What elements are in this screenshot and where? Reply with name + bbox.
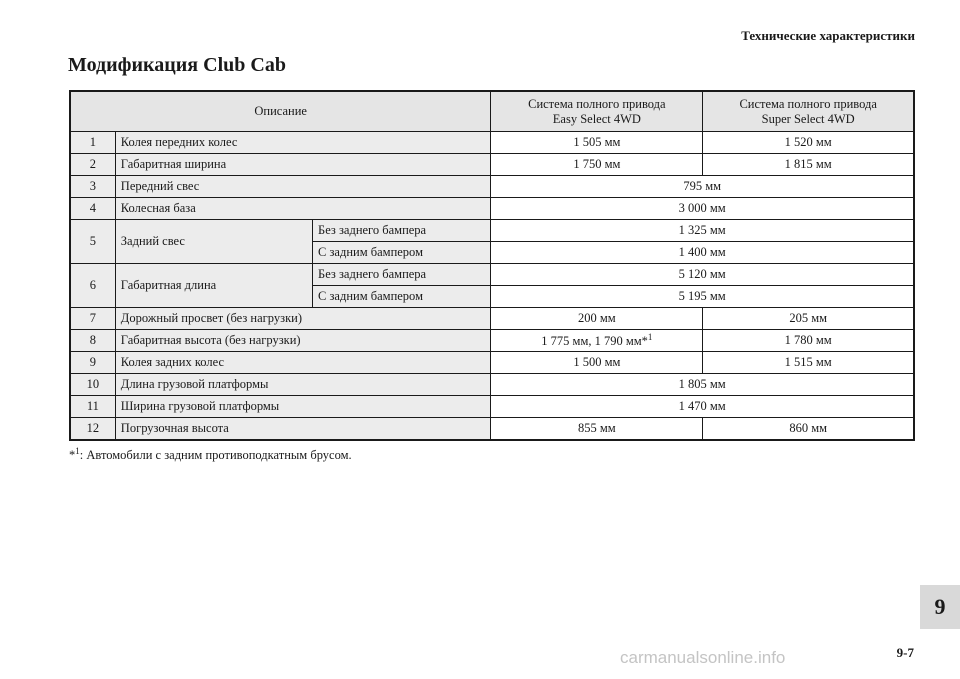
row-description: Ширина грузовой платформы <box>115 396 491 418</box>
row-value-easy <box>491 352 703 374</box>
row-value-both: 795 мм <box>491 176 914 198</box>
row-number: 10 <box>70 374 115 396</box>
table-header-row <box>70 91 914 132</box>
value-text: 1 505 мм <box>573 135 621 149</box>
row-description: Задний свес <box>115 220 312 264</box>
row-value-easy <box>491 418 703 441</box>
header-super-line2: Super Select 4WD <box>761 111 855 126</box>
row-value-both: 5 120 мм <box>491 264 914 286</box>
table-row <box>70 264 914 286</box>
row-value-super: 1 815 мм <box>703 154 914 176</box>
value-text: 1 775 мм, 1 790 мм* <box>541 334 648 349</box>
row-value-easy <box>491 330 703 352</box>
row-value-super: 1 515 мм <box>703 352 914 374</box>
table-row <box>70 418 914 441</box>
row-number: 3 <box>70 176 115 198</box>
row-value-easy <box>491 308 703 330</box>
row-value-super: 860 мм <box>703 418 914 441</box>
value-text: 1 500 мм <box>573 355 621 369</box>
row-value-super: 1 520 мм <box>703 132 914 154</box>
header-easy-line1: Система полного привода <box>528 96 666 111</box>
running-header: Технические характеристики <box>741 28 915 43</box>
row-description: Погрузочная высота <box>115 418 491 441</box>
row-description: Колея задних колес <box>115 352 491 374</box>
row-subitem: Без заднего бампера <box>313 220 491 242</box>
row-number: 5 <box>70 220 115 264</box>
row-value-easy <box>491 154 703 176</box>
value-text: 855 мм <box>578 421 616 435</box>
value-text: 200 мм <box>578 311 616 325</box>
row-description: Колесная база <box>115 198 491 220</box>
header-description: Описание <box>70 91 491 132</box>
row-value-both: 5 195 мм <box>491 286 914 308</box>
watermark: carmanualsonline.info <box>620 648 786 667</box>
table-row <box>70 330 914 352</box>
row-value-both: 1 400 мм <box>491 242 914 264</box>
row-subitem: Без заднего бампера <box>313 264 491 286</box>
table-row <box>70 308 914 330</box>
header-easy-line2: Easy Select 4WD <box>552 111 641 126</box>
header-super-select <box>703 91 914 132</box>
row-value-both: 1 470 мм <box>491 396 914 418</box>
row-subitem: С задним бампером <box>313 286 491 308</box>
row-value-super: 1 780 мм <box>703 330 914 352</box>
table-row <box>70 220 914 242</box>
row-number: 7 <box>70 308 115 330</box>
row-number: 1 <box>70 132 115 154</box>
row-number: 12 <box>70 418 115 441</box>
footnote-sup: 1 <box>75 446 80 456</box>
row-subitem: С задним бампером <box>313 242 491 264</box>
table-row <box>70 132 914 154</box>
row-description: Колея передних колес <box>115 132 491 154</box>
row-number: 6 <box>70 264 115 308</box>
row-number: 9 <box>70 352 115 374</box>
footnote-ref: 1 <box>647 331 653 342</box>
page-number: 9-7 <box>896 645 914 660</box>
row-value-both: 1 325 мм <box>491 220 914 242</box>
table-row <box>70 154 914 176</box>
row-description: Дорожный просвет (без нагрузки) <box>115 308 491 330</box>
table-row <box>70 198 914 220</box>
row-number: 8 <box>70 330 115 352</box>
specifications-table <box>69 90 915 441</box>
table-row <box>70 352 914 374</box>
table-row <box>70 374 914 396</box>
table-row <box>70 396 914 418</box>
row-value-easy <box>491 132 703 154</box>
row-number: 2 <box>70 154 115 176</box>
row-value-both: 1 805 мм <box>491 374 914 396</box>
row-description: Передний свес <box>115 176 491 198</box>
table-row <box>70 176 914 198</box>
footnote <box>69 446 352 463</box>
header-easy-select <box>491 91 703 132</box>
table-body <box>70 132 914 441</box>
row-value-super: 205 мм <box>703 308 914 330</box>
page-title: Модификация Club Cab <box>68 54 286 76</box>
footnote-mark: * <box>69 448 76 463</box>
footnote-text: : Автомобили с задним противоподкатным брусом. <box>79 448 352 463</box>
row-number: 4 <box>70 198 115 220</box>
row-description: Габаритная ширина <box>115 154 491 176</box>
row-description: Габаритная длина <box>115 264 312 308</box>
row-number: 11 <box>70 396 115 418</box>
row-description: Габаритная высота (без нагрузки) <box>115 330 491 352</box>
row-description: Длина грузовой платформы <box>115 374 491 396</box>
value-text: 1 750 мм <box>573 157 621 171</box>
row-value-both: 3 000 мм <box>491 198 914 220</box>
header-super-line1: Система полного привода <box>739 96 877 111</box>
chapter-tab: 9 <box>920 585 960 629</box>
